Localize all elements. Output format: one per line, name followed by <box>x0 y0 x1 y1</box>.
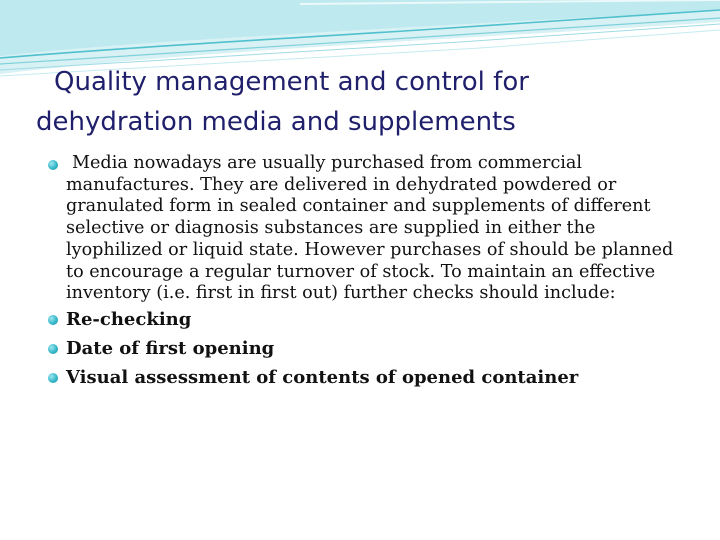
slide-title-line1: Quality management and control for <box>54 67 529 97</box>
bullet-list <box>48 153 688 392</box>
bullet-dot-icon <box>48 373 58 383</box>
slide-title <box>36 62 696 142</box>
bullet-dot-icon <box>48 344 58 354</box>
bullet-dot-icon <box>48 315 58 325</box>
bullet-dot-icon <box>48 160 58 170</box>
bullet-item-visual-assessment <box>48 363 688 392</box>
bullet-text: Re-checking <box>66 308 192 330</box>
bullet-text: Date of first opening <box>66 337 275 359</box>
bullet-text: Media nowadays are usually purchased from commercial manufactures. They are delivered in dehydrated powdered or granulated form in sealed container and supplements of different selective or diagnosis substances are supplied in either the lyophilized or liquid state. However purchases of should be planned to encourage a regular turnover of stock. To maintain an effective inventory (i.e. first in first out) further checks should include: <box>66 153 674 304</box>
bullet-item-rechecking <box>48 305 688 334</box>
bullet-item-intro <box>48 153 688 305</box>
bullet-item-date-first-opening <box>48 334 688 363</box>
slide-title-line2: dehydration media and supplements <box>36 107 516 137</box>
bullet-text: Visual assessment of contents of opened container <box>66 366 579 388</box>
